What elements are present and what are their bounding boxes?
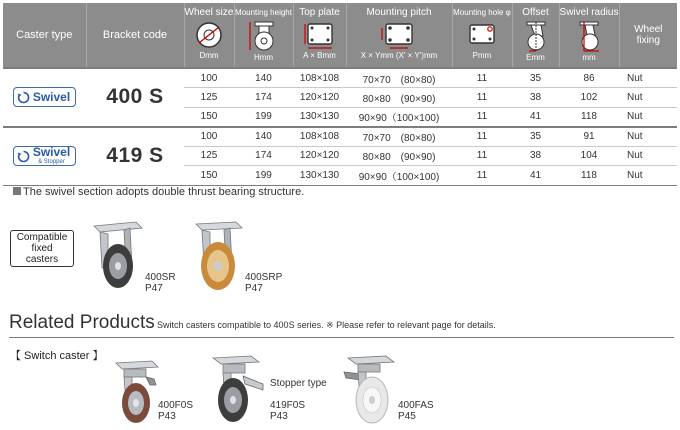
- cell-hole: 11: [452, 107, 512, 127]
- header-swivel-radius-unit: mm: [582, 53, 596, 62]
- header-top-plate-label: Top plate: [299, 7, 340, 18]
- cell-plate: 130×130: [293, 166, 346, 186]
- mounting-pitch-icon: [379, 20, 419, 50]
- caster-caption-400srp: [245, 272, 282, 294]
- cell-hole: 11: [452, 88, 512, 108]
- header-wheel-size-unit: Dmm: [199, 51, 219, 60]
- cell-plate: 130×130: [293, 107, 346, 127]
- cell-pitch: 70×70 (80×80): [346, 68, 452, 88]
- header-swivel-radius: [559, 3, 619, 68]
- mounting-hole-icon: [465, 20, 499, 50]
- cell-radius: 86: [559, 68, 619, 88]
- cell-radius: 102: [559, 88, 619, 108]
- cell-height: 174: [234, 88, 293, 108]
- switch-caster-heading: 【 Switch caster 】: [10, 350, 104, 362]
- group-419s: [3, 127, 677, 186]
- switch-caster-419f0s-image: [205, 350, 267, 428]
- caster-page: P43: [158, 411, 176, 422]
- stopper-type-label: Stopper type: [270, 378, 327, 389]
- badge-sub-label: & Stopper: [38, 159, 65, 165]
- cell-fixing: Nut: [619, 107, 677, 127]
- badge-main-label: Swivel: [32, 145, 71, 159]
- header-offset-label: Offset: [522, 7, 549, 18]
- compatible-label-line1: Compatible: [16, 232, 68, 243]
- header-top-plate-unit: A × Bmm: [303, 51, 336, 60]
- caster-type-cell: [3, 68, 86, 127]
- header-mounting-pitch-label: Mounting pitch: [366, 7, 432, 18]
- header-caster-type: Caster type: [3, 3, 86, 68]
- caster-spec-table: [3, 3, 677, 186]
- cell-radius: 118: [559, 166, 619, 186]
- caster-caption-400sr: [145, 272, 176, 294]
- header-mounting-height-unit: Hmm: [253, 53, 274, 62]
- caster-code: 400SR: [145, 272, 176, 283]
- compatible-fixed-label: [10, 230, 74, 267]
- header-mounting-height: [234, 3, 293, 68]
- cell-plate: 120×120: [293, 146, 346, 166]
- caster-height-icon: [247, 20, 281, 52]
- switch-caster-400fas-image: [338, 350, 400, 428]
- caster-caption-400fas: [398, 400, 434, 422]
- cell-radius: 118: [559, 107, 619, 127]
- caster-code: 400SRP: [245, 272, 283, 283]
- caster-code: 400FAS: [398, 400, 434, 411]
- cell-plate: 120×120: [293, 88, 346, 108]
- cell-wheel: 125: [184, 88, 234, 108]
- caster-code: 400F0S: [158, 400, 194, 411]
- swivel-badge: [13, 87, 76, 107]
- related-products-title: Related Products: [9, 312, 155, 333]
- note-square-icon: [13, 187, 21, 195]
- header-wheel-size-label: Wheel size: [184, 7, 234, 18]
- swivel-radius-icon: [574, 20, 604, 52]
- caster-page: P45: [398, 411, 416, 422]
- table-row: [3, 68, 677, 88]
- cell-offset: 41: [512, 166, 559, 186]
- header-offset-unit: Emm: [526, 53, 545, 62]
- cell-fixing: Nut: [619, 88, 677, 108]
- caster-code: 419F0S: [270, 400, 306, 411]
- cell-offset: 38: [512, 146, 559, 166]
- swivel-rotate-icon: [17, 91, 30, 104]
- header-mounting-pitch-unit: X × Ymm (X' × Y')mm: [360, 51, 438, 60]
- group-400s: [3, 68, 677, 127]
- header-wheel-size: [184, 3, 234, 68]
- cell-offset: 41: [512, 107, 559, 127]
- cell-wheel: 100: [184, 127, 234, 147]
- caster-page: P47: [145, 283, 163, 294]
- cell-fixing: Nut: [619, 146, 677, 166]
- cell-fixing: Nut: [619, 127, 677, 147]
- cell-hole: 11: [452, 68, 512, 88]
- cell-height: 199: [234, 107, 293, 127]
- cell-wheel: 125: [184, 146, 234, 166]
- wheel-diameter-icon: [194, 20, 224, 50]
- rigid-caster-400srp-image: [190, 216, 246, 294]
- table-header-row: [3, 3, 677, 68]
- cell-wheel: 150: [184, 107, 234, 127]
- bearing-note: [13, 186, 304, 198]
- switch-caster-400f0s-image: [110, 355, 162, 427]
- header-mounting-height-label: Mounting height: [235, 8, 292, 17]
- cell-height: 199: [234, 166, 293, 186]
- cell-height: 140: [234, 68, 293, 88]
- header-wheel-fixing: [619, 3, 677, 68]
- caster-page: P43: [270, 411, 288, 422]
- rigid-caster-400sr-image: [88, 216, 144, 292]
- bracket-code-cell: 419 S: [86, 127, 184, 186]
- header-mounting-hole: [452, 3, 512, 68]
- header-top-plate: [293, 3, 346, 68]
- header-wheel-fixing-label: Wheel fixing: [634, 24, 663, 46]
- header-swivel-radius-label: Swivel radius: [559, 7, 619, 18]
- cell-pitch: 70×70 (80×80): [346, 127, 452, 147]
- cell-height: 174: [234, 146, 293, 166]
- caster-page: P47: [245, 283, 263, 294]
- swivel-stopper-badge: [13, 146, 76, 166]
- cell-wheel: 150: [184, 166, 234, 186]
- header-offset: [512, 3, 559, 68]
- section-divider: [9, 337, 674, 338]
- cell-pitch: 90×90（100×100): [346, 166, 452, 186]
- swivel-rotate-icon: [17, 150, 30, 163]
- related-products-subtitle: Switch casters compatible to 400S series. ※ Please refer to relevant page for details.: [157, 320, 496, 330]
- badge-main-label: Swivel: [32, 89, 71, 104]
- cell-hole: 11: [452, 127, 512, 147]
- caster-caption-419f0s: [270, 400, 305, 422]
- caster-caption-400f0s: [158, 400, 193, 422]
- cell-offset: 35: [512, 68, 559, 88]
- cell-fixing: Nut: [619, 68, 677, 88]
- cell-wheel: 100: [184, 68, 234, 88]
- offset-icon: [521, 20, 551, 52]
- cell-pitch: 80×80 (90×90): [346, 88, 452, 108]
- cell-radius: 91: [559, 127, 619, 147]
- caster-type-cell: [3, 127, 86, 186]
- cell-hole: 11: [452, 146, 512, 166]
- cell-hole: 11: [452, 166, 512, 186]
- table-row: [3, 127, 677, 147]
- cell-fixing: Nut: [619, 166, 677, 186]
- header-bracket-code: Bracket code: [86, 3, 184, 68]
- cell-offset: 38: [512, 88, 559, 108]
- top-plate-icon: [303, 20, 337, 50]
- bracket-code-cell: 400 S: [86, 68, 184, 127]
- header-mounting-hole-label: Mounting hole φ: [453, 8, 511, 17]
- cell-pitch: 90×90（100×100): [346, 107, 452, 127]
- note-text: The swivel section adopts double thrust bearing structure.: [23, 186, 305, 198]
- cell-plate: 108×108: [293, 127, 346, 147]
- header-mounting-pitch: [346, 3, 452, 68]
- cell-pitch: 80×80 (90×90): [346, 146, 452, 166]
- cell-plate: 108×108: [293, 68, 346, 88]
- compatible-label-line2: fixed casters: [25, 243, 59, 265]
- cell-radius: 104: [559, 146, 619, 166]
- header-mounting-hole-unit: Pmm: [472, 51, 492, 60]
- cell-offset: 35: [512, 127, 559, 147]
- cell-height: 140: [234, 127, 293, 147]
